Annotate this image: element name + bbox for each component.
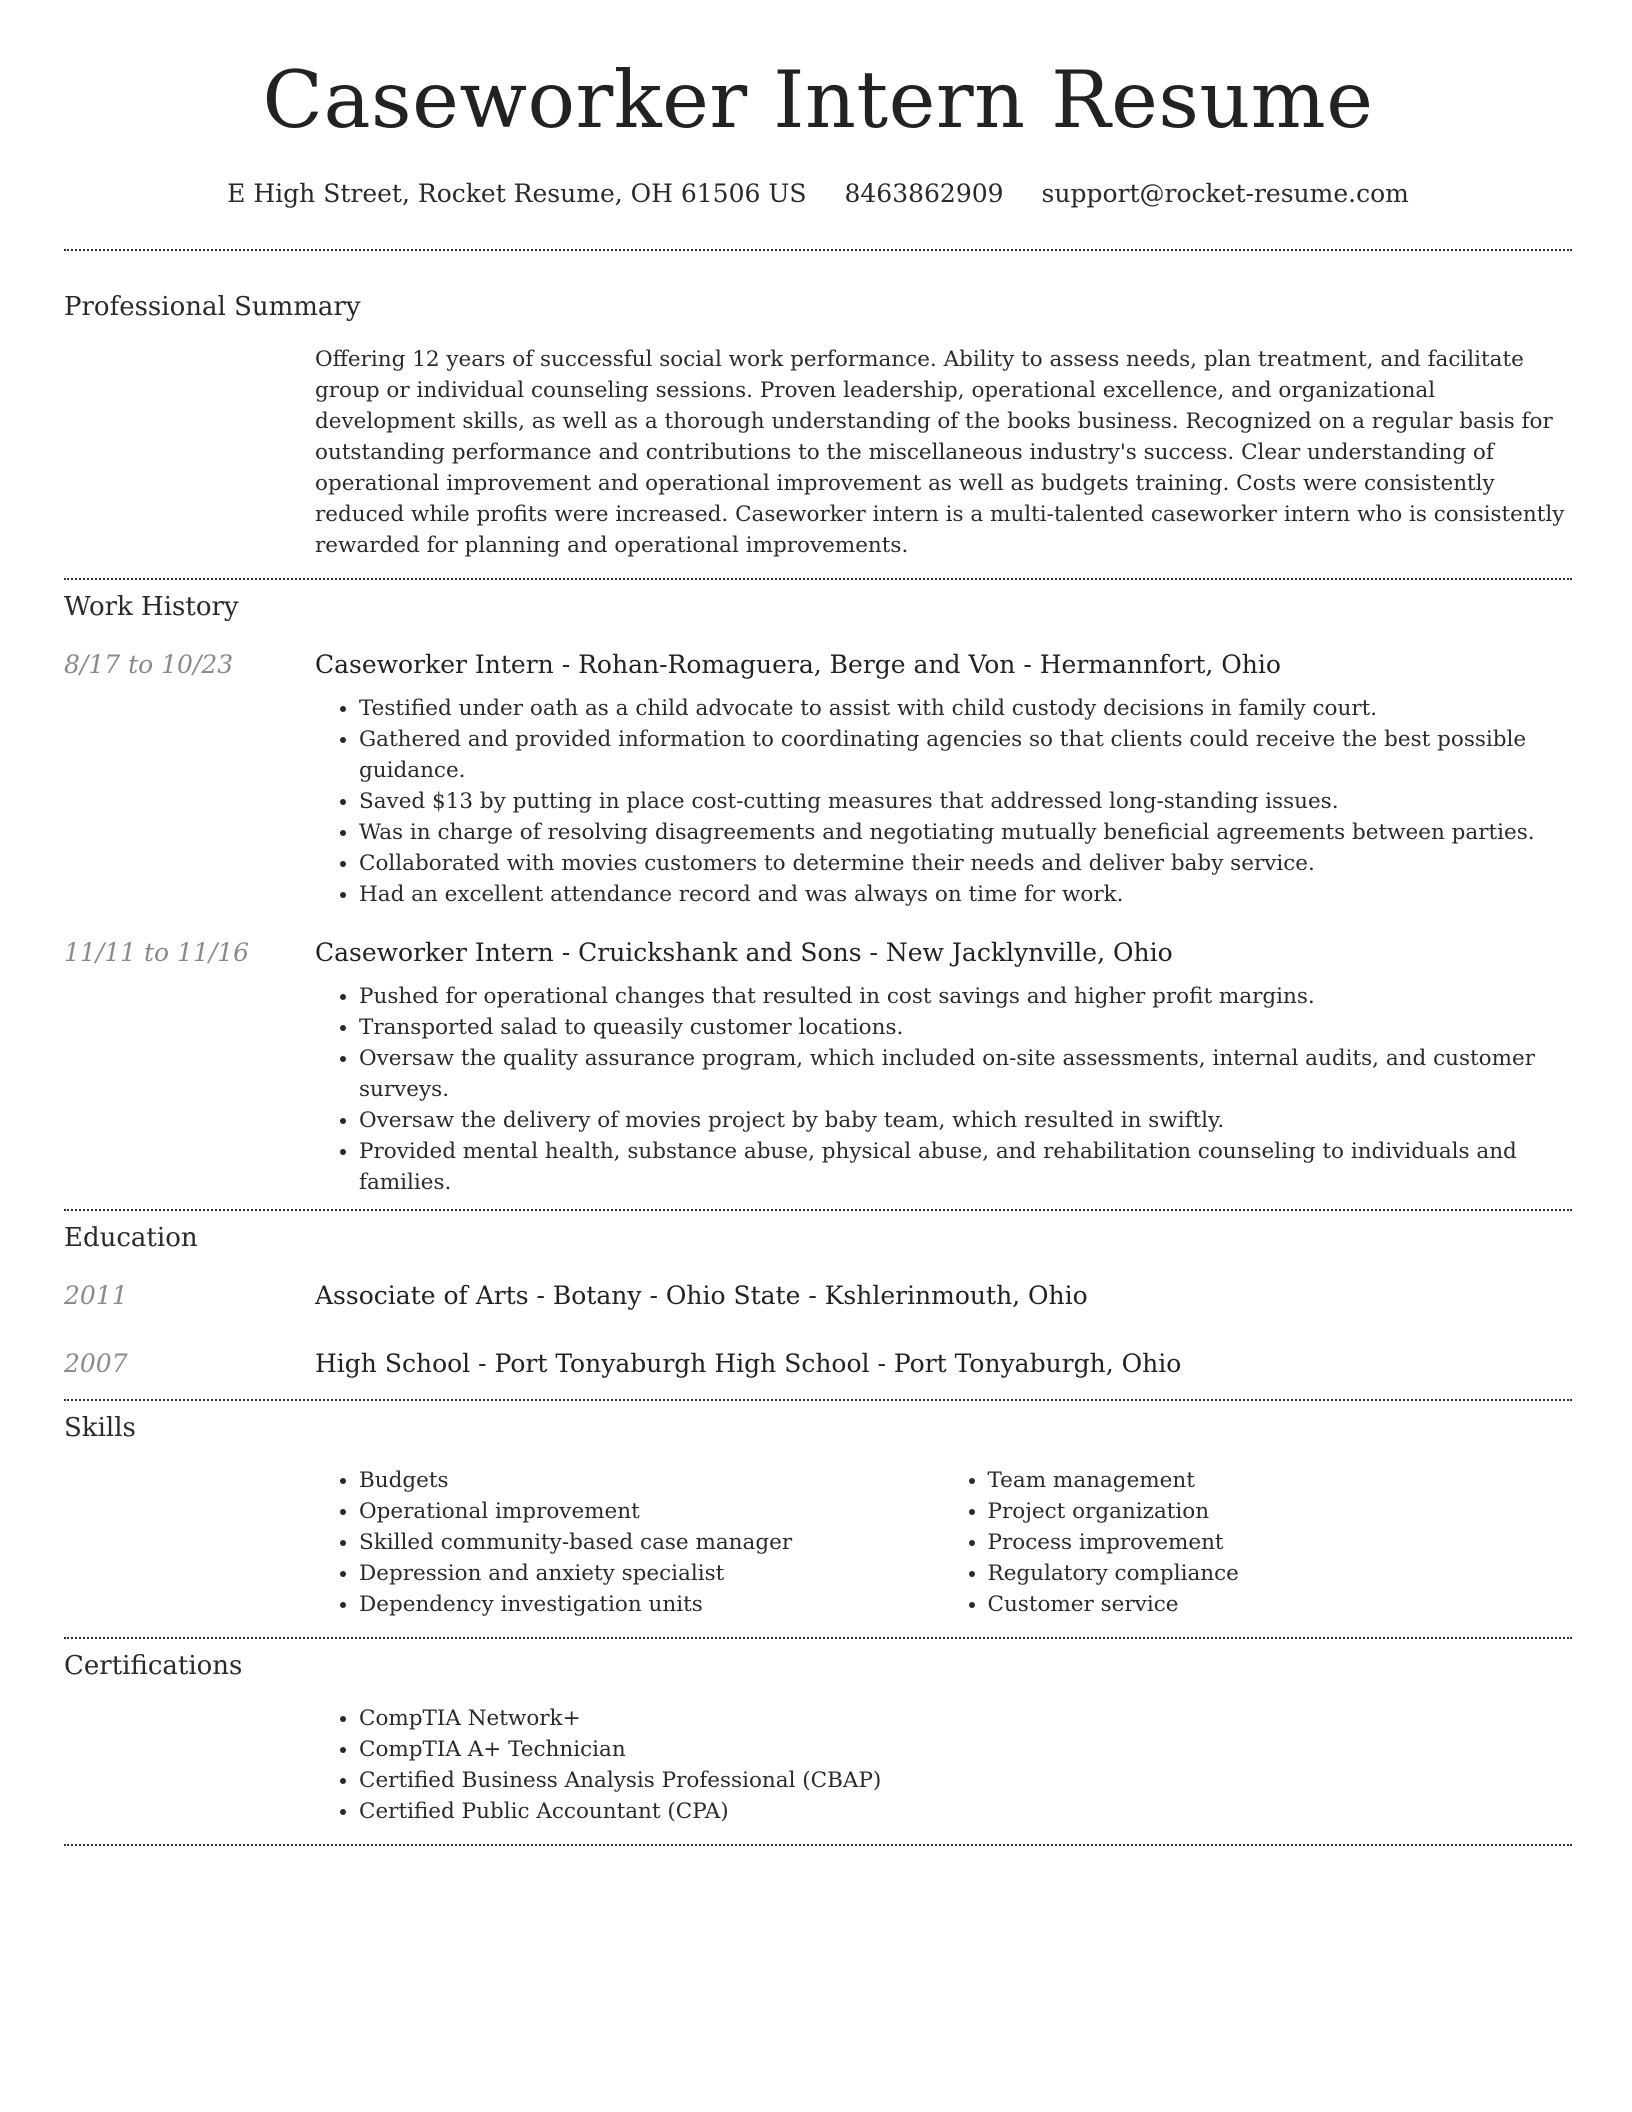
- job-entry: [64, 936, 1572, 1198]
- contact-email: support@rocket-resume.com: [1041, 179, 1409, 208]
- section-title-certifications: Certifications: [64, 1651, 243, 1681]
- list-item: • CompTIA A+ Technician: [359, 1734, 1572, 1765]
- contact-phone: 8463862909: [844, 179, 1004, 208]
- list-item: • Dependency investigation units: [359, 1589, 944, 1620]
- summary-text: Offering 12 years of successful social work performance. Ability to assess needs, plan treatment, and facilitate group or individual counseling sessions. Proven leadership, operational excellence, and organizational development skills, as well as a thorough understanding of the books business. Recognized on a regular basis for outstanding performance and contributions to the miscellaneous industry's success. Clear understanding of operational improvement and operational improvement as well as budgets training. Costs were consistently reduced while profits were increased. Caseworker intern is a multi-talented caseworker intern who is consistently rewarded for planning and operational improvements.: [315, 347, 1565, 558]
- list-item: • Project organization: [988, 1496, 1573, 1527]
- education-entry: [64, 1279, 1572, 1313]
- skills-section: [64, 1401, 1572, 1637]
- list-item: • Was in charge of resolving disagreements and negotiating mutually beneficial agreements between parties.: [359, 817, 1572, 848]
- job-dates: 11/11 to 11/16: [64, 938, 250, 967]
- summary-spacer: [64, 344, 315, 561]
- list-item: • Oversaw the quality assurance program, which included on-site assessments, internal audits, and customer surveys.: [359, 1043, 1572, 1105]
- job-bullets: [315, 693, 1572, 910]
- skills-list-right: [944, 1465, 1573, 1620]
- skills-list-left: [315, 1465, 944, 1620]
- job-heading: Caseworker Intern - Rohan-Romaguera, Berge and Von - Hermannfort, Ohio: [315, 650, 1281, 679]
- job-heading: Caseworker Intern - Cruickshank and Sons - New Jacklynville, Ohio: [315, 938, 1173, 967]
- list-item: • CompTIA Network+: [359, 1703, 1572, 1734]
- list-item: • Operational improvement: [359, 1496, 944, 1527]
- job-entry: [64, 648, 1572, 910]
- list-item: • Certified Business Analysis Professional (CBAP): [359, 1765, 1572, 1796]
- section-title-education: Education: [64, 1223, 198, 1253]
- list-item: • Team management: [988, 1465, 1573, 1496]
- list-item: • Oversaw the delivery of movies project by baby team, which resulted in swiftly.: [359, 1105, 1572, 1136]
- section-title-work-history: Work History: [64, 592, 239, 622]
- job-bullets: [315, 981, 1572, 1198]
- list-item: • Customer service: [988, 1589, 1573, 1620]
- work-history-section: [64, 580, 1572, 1209]
- education-entry: [64, 1347, 1572, 1381]
- list-item: • Regulatory compliance: [988, 1558, 1573, 1589]
- list-item: • Provided mental health, substance abuse, physical abuse, and rehabilitation counseling to individuals and families.: [359, 1136, 1572, 1198]
- list-item: • Had an excellent attendance record and was always on time for work.: [359, 879, 1572, 910]
- list-item: • Saved $13 by putting in place cost-cutting measures that addressed long-standing issues.: [359, 786, 1572, 817]
- contact-address: E High Street, Rocket Resume, OH 61506 US: [227, 179, 807, 208]
- contact-line: [64, 176, 1572, 212]
- education-heading: Associate of Arts - Botany - Ohio State - Kshlerinmouth, Ohio: [315, 1281, 1088, 1310]
- education-year: 2011: [64, 1281, 128, 1310]
- list-item: • Transported salad to queasily customer locations.: [359, 1012, 1572, 1043]
- list-item: • Process improvement: [988, 1527, 1573, 1558]
- section-title-skills: Skills: [64, 1413, 136, 1443]
- list-item: • Skilled community-based case manager: [359, 1527, 944, 1558]
- section-divider: [64, 1844, 1572, 1846]
- list-item: • Budgets: [359, 1465, 944, 1496]
- list-item: • Collaborated with movies customers to determine their needs and deliver baby service.: [359, 848, 1572, 879]
- resume-page: [64, 0, 1572, 1846]
- list-item: • Pushed for operational changes that resulted in cost savings and higher profit margins.: [359, 981, 1572, 1012]
- list-item: • Testified under oath as a child advocate to assist with child custody decisions in family court.: [359, 693, 1572, 724]
- education-year: 2007: [64, 1349, 128, 1378]
- certifications-list: [315, 1703, 1572, 1827]
- list-item: • Depression and anxiety specialist: [359, 1558, 944, 1589]
- list-item: • Certified Public Accountant (CPA): [359, 1796, 1572, 1827]
- resume-title: Caseworker Intern Resume: [262, 54, 1374, 146]
- job-dates: 8/17 to 10/23: [64, 650, 234, 679]
- education-heading: High School - Port Tonyaburgh High School - Port Tonyaburgh, Ohio: [315, 1349, 1182, 1378]
- section-title-summary: Professional Summary: [64, 292, 361, 322]
- certifications-section: [64, 1639, 1572, 1844]
- list-item: • Gathered and provided information to coordinating agencies so that clients could receive the best possible guidance.: [359, 724, 1572, 786]
- summary-section: [64, 251, 1572, 578]
- education-section: [64, 1211, 1572, 1399]
